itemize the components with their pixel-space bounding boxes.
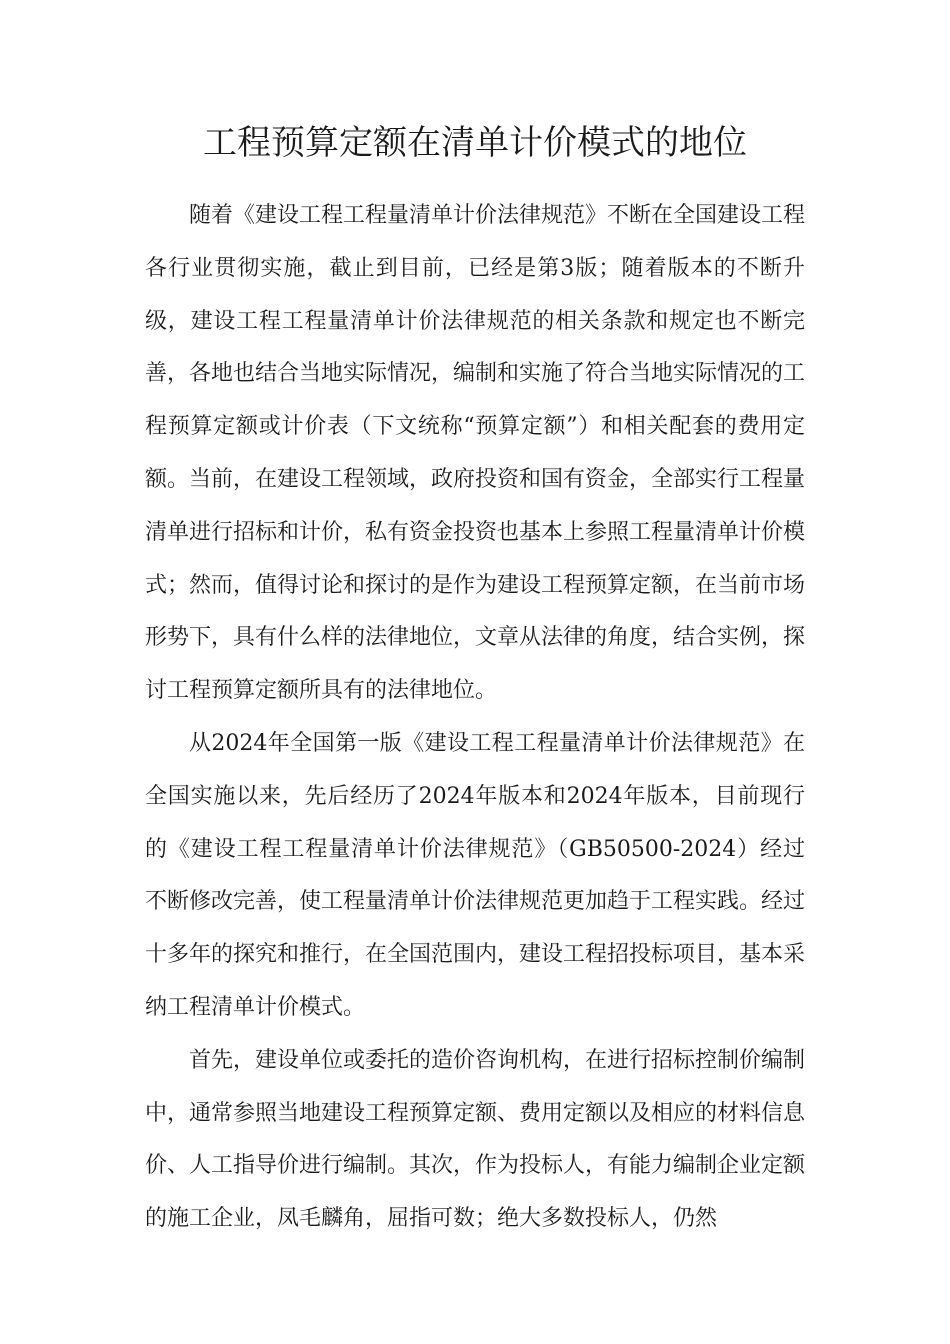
paragraph: 随着《建设工程工程量清单计价法律规范》不断在全国建设工程各行业贯彻实施，截止到目前，已经是第3版；随着版本的不断升级，建设工程工程量清单计价法律规范的相关条款和规定也不断完善，各地也结合当地实际情况，编制和实施了符合当地实际情况的工程预算定额或计价表（下文统称“预算定额”）和相关配套的费用定额。当前，在建设工程领域，政府投资和国有资金，全部实行工程量清单进行招标和计价，私有资金投资也基本上参照工程量清单计价模式；然而，值得讨论和探讨的是作为建设工程预算定额，在当前市场形势下，具有什么样的法律地位，文章从法律的角度，结合实例，探讨工程预算定额所具有的法律地位。 (145, 203, 806, 704)
document-body (145, 190, 805, 1246)
paragraph: 从2024年全国第一版《建设工程工程量清单计价法律规范》在全国实施以来，先后经历了2024年版本和2024年版本，目前现行的《建设工程工程量清单计价法律规范》（GB50500-2024）经过不断修改完善，使工程量清单计价法律规范更加趋于工程实践。经过十多年的探究和推行，在全国范围内，建设工程招投标项目，基本采纳工程清单计价模式。 (145, 730, 806, 1020)
document-title: 工程预算定额在清单计价模式的地位 (203, 123, 747, 163)
paragraph: 首先，建设单位或委托的造价咨询机构，在进行招标控制价编制中，通常参照当地建设工程预算定额、费用定额以及相应的材料信息价、人工指导价进行编制。其次，作为投标人，有能力编制企业定额的施工企业，凤毛麟角，屈指可数；绝大多数投标人，仍然 (145, 1047, 806, 1232)
